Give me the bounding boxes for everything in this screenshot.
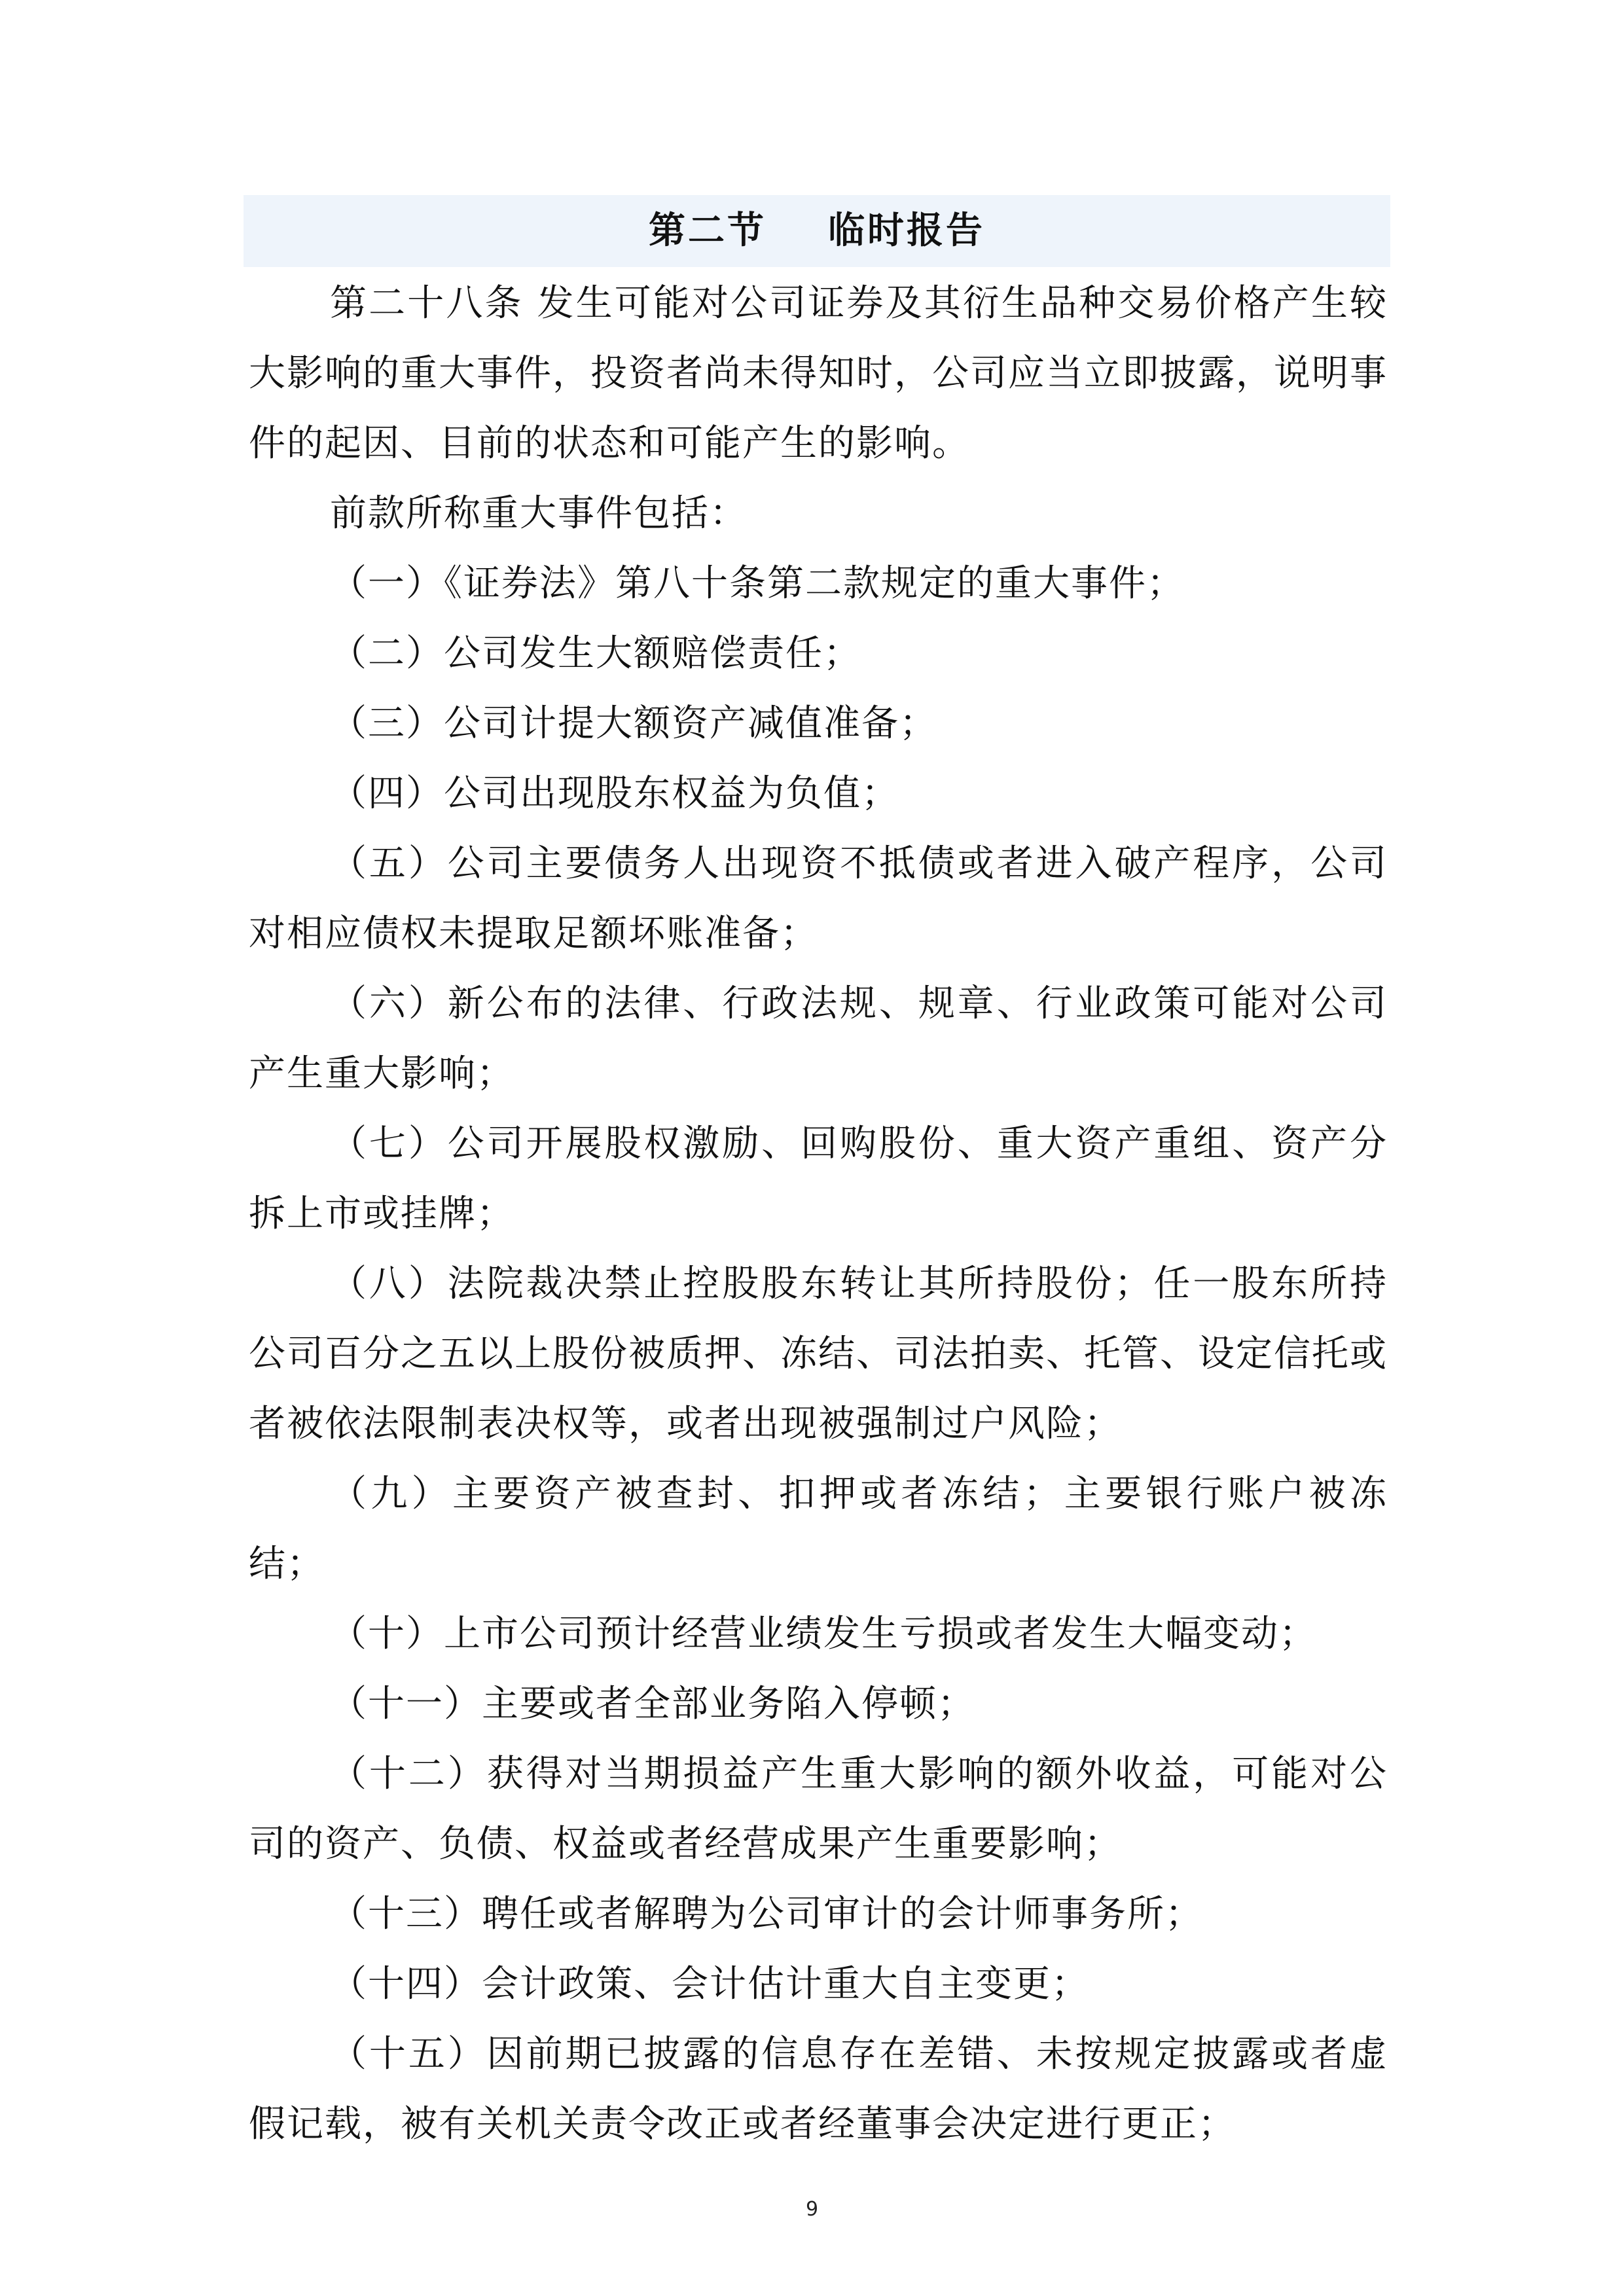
list-item: （五）公司主要债务人出现资不抵债或者进入破产程序，公司对相应债权未提取足额坏账准备； [249, 842, 1388, 955]
list-item: （八）法院裁决禁止控股股东转让其所持股份；任一股东所持公司百分之五以上股份被质押、冻结、司法拍卖、托管、设定信托或者被依法限制表决权等，或者出现被强制过户风险； [249, 1263, 1388, 1445]
list-item: （十四）会计政策、会计估计重大自主变更； [330, 1963, 1089, 2005]
list-item: （二）公司发生大额赔偿责任； [330, 632, 861, 675]
list-item: （七）公司开展股权激励、回购股份、重大资产重组、资产分拆上市或挂牌； [249, 1122, 1388, 1235]
list-item: （十二）获得对当期损益产生重大影响的额外收益，可能对公司的资产、负债、权益或者经营成果产生重要影响； [249, 1753, 1388, 1865]
list-item: （十三）聘任或者解聘为公司审计的会计师事务所； [330, 1893, 1203, 1935]
paragraph-article-28: 第二十八条 发生可能对公司证券及其衍生品种交易价格产生较大影响的重大事件，投资者尚未得知时，公司应当立即披露，说明事件的起因、目前的状态和可能产生的影响。 [249, 282, 1388, 465]
list-item: （四）公司出现股东权益为负值； [330, 772, 899, 815]
page-number: 9 [805, 2198, 819, 2221]
list-item: （六）新公布的法律、行政法规、规章、行业政策可能对公司产生重大影响； [249, 982, 1388, 1095]
body-text [249, 268, 1388, 2159]
list-item: （三）公司计提大额资产减值准备； [330, 702, 937, 745]
section-title: 第二节 临时报告 [649, 209, 985, 252]
list-item: （十一）主要或者全部业务陷入停顿； [330, 1683, 975, 1725]
list-item: （十）上市公司预计经营业绩发生亏损或者发生大幅变动； [330, 1613, 1317, 1655]
list-item: （十五）因前期已披露的信息存在差错、未按规定披露或者虚假记载，被有关机关责令改正或者经董事会决定进行更正； [249, 2033, 1388, 2145]
list-item: （九）主要资产被查封、扣押或者冻结；主要银行账户被冻结； [249, 1473, 1388, 1585]
list-item: （一）《证券法》第八十条第二款规定的重大事件； [330, 562, 1185, 605]
paragraph-list-intro: 前款所称重大事件包括： [330, 492, 748, 535]
